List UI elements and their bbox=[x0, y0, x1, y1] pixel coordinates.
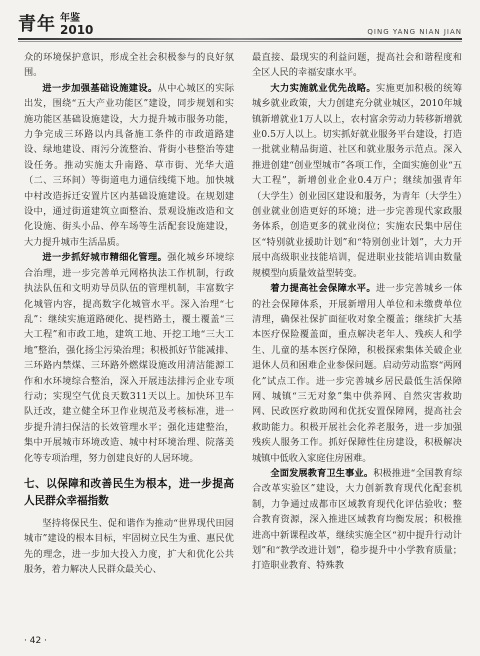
section-title: 七、以保障和改善民生为根本，进一步提高人民群众幸福指数 bbox=[24, 477, 234, 507]
logo-year-number: 2010 bbox=[60, 23, 94, 37]
paragraph: 最直接、最现实的利益问题，提高社会和谐程度和全区人民的幸福安康水平。 bbox=[252, 52, 462, 79]
paragraph-heading: 全面发展教育卫生事业。 bbox=[270, 467, 374, 479]
paragraph bbox=[24, 81, 234, 250]
paragraph-body: 积极推进“全国教育综合改革实验区”建设，大力创新教育现代化配套机制，力争通过成都市区域教育现代化评估验收；整合教育资源，深入推进区域教育均衡发展；积极推进高中新课程改革，继续实施全区“初中提升行动计划”和“教学改进计划”，稳步提升中小学教育质量；打造职业教育、特殊教 bbox=[252, 467, 463, 572]
yearbook-logo bbox=[18, 10, 93, 36]
paragraph-body: 实施更加积极的统筹城乡就业政策，大力创建充分就业城区，2010年城镇新增就业1万人以上，农村富余劳动力转移新增就业0.5万人以上。切实抓好就业服务平台建设，打造一批就业精品街道、社区和就业服务示范点。深入推进创建“创业型城市”各项工作，全面实施创业“五大工程”，新增创业企业0.4万户；继续加强青年（大学生）创业园区建设和服务，为青年（大学生）创业就业创造更好的环境；进一步完善现代家政服务体系，创造更多的就业岗位；实施农民集中居住区“特别就业援助计划”和“特别创业计划”，大力开展中高级职业技能培训，促进职业技能培训由数量规模型向质量效益型转变。 bbox=[252, 82, 463, 279]
logo-title: 青年 bbox=[18, 14, 56, 35]
header-pinyin: QING YANG NIAN JIAN bbox=[367, 28, 462, 36]
paragraph: 众的环境保护意识，形成全社会积极参与的良好氛围。 bbox=[24, 52, 234, 79]
paragraph: 坚持将保民生、促和谐作为推动“世界现代田园城市”建设的根本目标，牢固树立民生为重、惠民优先的理念，进一步加大投入力度，扩大和优化公共服务，着力解决人民群众最关心、 bbox=[24, 517, 234, 576]
left-column bbox=[24, 50, 234, 578]
paragraph-body: 强化城乡环境综合治理，进一步完善单元网格执法工作机制，行政执法队伍和文明劝导员队伍的管理机制，丰富数字化城管内容，提高数字化城管水平。深入治理“七乱”：继续实施道路硬化、提档路土，覆土覆盖“三大工程”和市政工地，建筑工地、开挖工地“三大工地”整治，强化扬尘污染治理；积极抓好节能减排、三环路内禁煤、三环路外燃煤设施改用清洁能源工作和水环境综合整治，深入开展违法排污企业专项行动；实现空气优良天数311天以上。加快环卫车队迁改，建立健全环卫作业规范及考核标准，进一步提升清扫保洁的长效管理水平；强化违建整治，集中开展城市环境改造、城中村环境治理、院落美化等专项治理，努力创建良好的人居环境。 bbox=[24, 252, 235, 464]
paragraph-heading: 进一步抓好城市精细化管理。 bbox=[42, 252, 168, 264]
logo-yearbook-label: 年鉴 bbox=[60, 13, 80, 24]
page-header bbox=[0, 0, 480, 44]
page-number: · 42 · bbox=[24, 636, 47, 646]
paragraph bbox=[252, 281, 462, 466]
header-rule bbox=[18, 38, 462, 40]
paragraph-body: 从中心城区的实际出发，围绕“五大产业功能区”建设，同步规划和实施功能区基础设施建设，大力提升城市服务功能，力争完成三环路以内具备施工条件的市政道路建设、绿地建设、雨污分流整治、背街小巷整治等建设任务。推动实施太升南路、草市街、光华大道（二、三环间）等街道电力通信线缆下地。加快城中村改造拆迁安置片区内基础设施建设。在规划建设中，通过街道建筑立面整治、景观设施改造和文化设施、街头小品、停车场等生活配套设施建设，大力提升城市生活品质。 bbox=[24, 82, 235, 248]
logo-year-block bbox=[60, 14, 93, 36]
paragraph bbox=[24, 250, 234, 466]
paragraph-heading: 大力实施就业优先战略。 bbox=[270, 82, 377, 94]
paragraph-heading: 着力提高社会保障水平。 bbox=[270, 283, 377, 295]
paragraph-heading: 进一步加强基础设施建设。 bbox=[42, 82, 158, 94]
paragraph bbox=[252, 81, 462, 281]
paragraph-body: 进一步完善城乡一体的社会保障体系，开展新增用人单位和未缴费单位清理，确保社保扩面征收对象全覆盖；继续扩大基本医疗保险覆盖面，重点解决老年人、残疾人和学生、儿童的基本医疗保障，积极探索集体关破企业退休人员和困难企业参保问题。启动劳动监察“两网化”试点工作。进一步完善城乡居民最低生活保障网、城镇“三无对象”集中供养网、自然灾害救助网、民政医疗救助网和优抚安置保障网，提高社会救助能力。积极开展社会化养老服务，进一步加强残疾人服务工作。抓好保障性住房建设，积极解决城镇中低收入家庭住房困难。 bbox=[252, 283, 463, 464]
right-column bbox=[252, 50, 462, 574]
paragraph bbox=[252, 466, 462, 574]
header-rule-thin bbox=[18, 41, 462, 42]
